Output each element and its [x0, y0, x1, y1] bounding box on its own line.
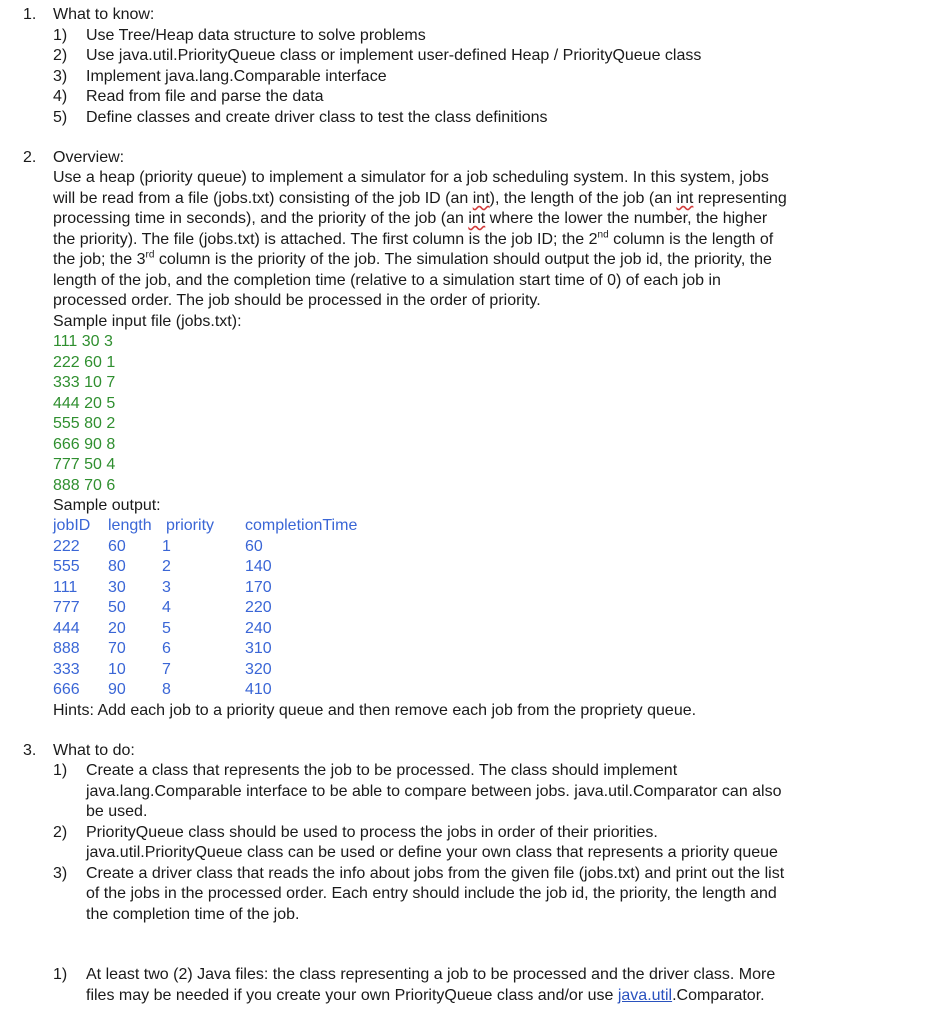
- list-item-number: 2): [53, 824, 68, 841]
- paragraph-line: Use a heap (priority queue) to implement a simulator for a job scheduling system. In this system, jobs: [53, 169, 769, 186]
- list-item-line: At least two (2) Java files: the class representing a job to be processed and the driver class. More: [86, 966, 776, 983]
- table-cell: 240: [245, 620, 272, 637]
- table-cell: 777: [53, 599, 80, 616]
- paragraph-line: the priority). The file (jobs.txt) is attached. The first column is the job ID; the 2nd column is the length of: [53, 229, 774, 248]
- table-cell: 3: [162, 579, 171, 596]
- input-line: 333 10 7: [53, 374, 116, 391]
- list-item-line: PriorityQueue class should be used to process the jobs in order of their priorities.: [86, 824, 658, 841]
- table-cell: 888: [53, 640, 80, 657]
- column-header: length: [108, 517, 152, 534]
- table-cell: 170: [245, 579, 272, 596]
- sample-input-label: Sample input file (jobs.txt):: [53, 313, 242, 330]
- table-cell: 4: [162, 599, 171, 616]
- input-line: 888 70 6: [53, 477, 116, 494]
- table-cell: 60: [108, 538, 126, 555]
- input-line: 555 80 2: [53, 415, 116, 432]
- list-item: Use java.util.PriorityQueue class or implement user-defined Heap / PriorityQueue class: [86, 47, 702, 64]
- list-item-line: Create a class that represents the job to be processed. The class should implement: [86, 762, 678, 779]
- table-cell: 220: [245, 599, 272, 616]
- section-number: 3.: [23, 742, 37, 759]
- java-util-link[interactable]: java.util: [617, 987, 673, 1004]
- sample-output-label: Sample output:: [53, 497, 161, 514]
- input-line: 222 60 1: [53, 354, 116, 371]
- list-item: Define classes and create driver class to test the class definitions: [86, 109, 548, 126]
- table-cell: 333: [53, 661, 80, 678]
- input-line: 111 30 3: [53, 333, 113, 350]
- list-item-number: 5): [53, 109, 68, 126]
- table-cell: 10: [108, 661, 126, 678]
- list-item-line: of the jobs in the processed order. Each entry should include the job id, the priority, the length and: [86, 885, 777, 902]
- input-line: 444 20 5: [53, 395, 116, 412]
- table-cell: 90: [108, 681, 126, 698]
- table-cell: 30: [108, 579, 126, 596]
- paragraph-line: will be read from a file (jobs.txt) consisting of the job ID (an int), the length of the job (an int representing: [53, 190, 787, 207]
- list-item-number: 3): [53, 68, 68, 85]
- table-cell: 1: [162, 538, 171, 555]
- table-cell: 555: [53, 558, 80, 575]
- table-cell: 444: [53, 620, 80, 637]
- paragraph-line: length of the job, and the completion time (relative to a simulation start time of 0) of each job in: [53, 272, 721, 289]
- input-line: 777 50 4: [53, 456, 116, 473]
- column-header: completionTime: [245, 517, 358, 534]
- table-cell: 320: [245, 661, 272, 678]
- table-cell: 410: [245, 681, 272, 698]
- list-item-number: 1): [53, 27, 68, 44]
- list-item-number: 2): [53, 47, 68, 64]
- table-cell: 20: [108, 620, 126, 637]
- table-cell: 8: [162, 681, 171, 698]
- paragraph-line: processed order. The job should be processed in the order of priority.: [53, 292, 541, 309]
- table-cell: 80: [108, 558, 126, 575]
- column-header: jobID: [53, 517, 91, 534]
- list-item-number: 1): [53, 966, 68, 983]
- list-item-line: Create a driver class that reads the info about jobs from the given file (jobs.txt) and print out the list: [86, 865, 785, 882]
- list-item-number: 4): [53, 88, 68, 105]
- list-item-number: 1): [53, 762, 68, 779]
- list-item: Implement java.lang.Comparable interface: [86, 68, 387, 85]
- list-item-line: java.lang.Comparable interface to be able to compare between jobs. java.util.Comparator can also: [86, 783, 782, 800]
- table-cell: 222: [53, 538, 80, 555]
- list-item: Use Tree/Heap data structure to solve problems: [86, 27, 426, 44]
- table-cell: 5: [162, 620, 171, 637]
- table-cell: 666: [53, 681, 80, 698]
- paragraph-line: processing time in seconds), and the priority of the job (an int where the lower the number, the higher: [53, 210, 768, 227]
- table-cell: 140: [245, 558, 272, 575]
- table-cell: 2: [162, 558, 171, 575]
- list-item-line: files may be needed if you create your own PriorityQueue class and/or use java.util.Comparator.: [86, 987, 765, 1004]
- section-heading: What to know:: [53, 6, 155, 23]
- section-heading: Overview:: [53, 149, 125, 166]
- table-cell: 7: [162, 661, 171, 678]
- input-line: 666 90 8: [53, 436, 116, 453]
- table-cell: 50: [108, 599, 126, 616]
- column-header: priority: [166, 517, 215, 534]
- list-item-number: 3): [53, 865, 68, 882]
- table-cell: 6: [162, 640, 171, 657]
- table-cell: 60: [245, 538, 263, 555]
- table-cell: 111: [53, 579, 78, 596]
- table-cell: 70: [108, 640, 126, 657]
- section-heading: What to do:: [53, 742, 135, 759]
- list-item: Read from file and parse the data: [86, 88, 324, 105]
- hints: Hints: Add each job to a priority queue and then remove each job from the propriety queue.: [53, 702, 697, 719]
- list-item-line: be used.: [86, 803, 148, 820]
- section-number: 1.: [23, 6, 37, 23]
- paragraph-line: the job; the 3rd column is the priority of the job. The simulation should output the job id, the priority, the: [53, 249, 772, 268]
- list-item-line: the completion time of the job.: [86, 906, 300, 923]
- table-cell: 310: [245, 640, 272, 657]
- list-item-line: java.util.PriorityQueue class can be used or define your own class that represents a priority queue: [86, 844, 778, 861]
- section-number: 2.: [23, 149, 37, 166]
